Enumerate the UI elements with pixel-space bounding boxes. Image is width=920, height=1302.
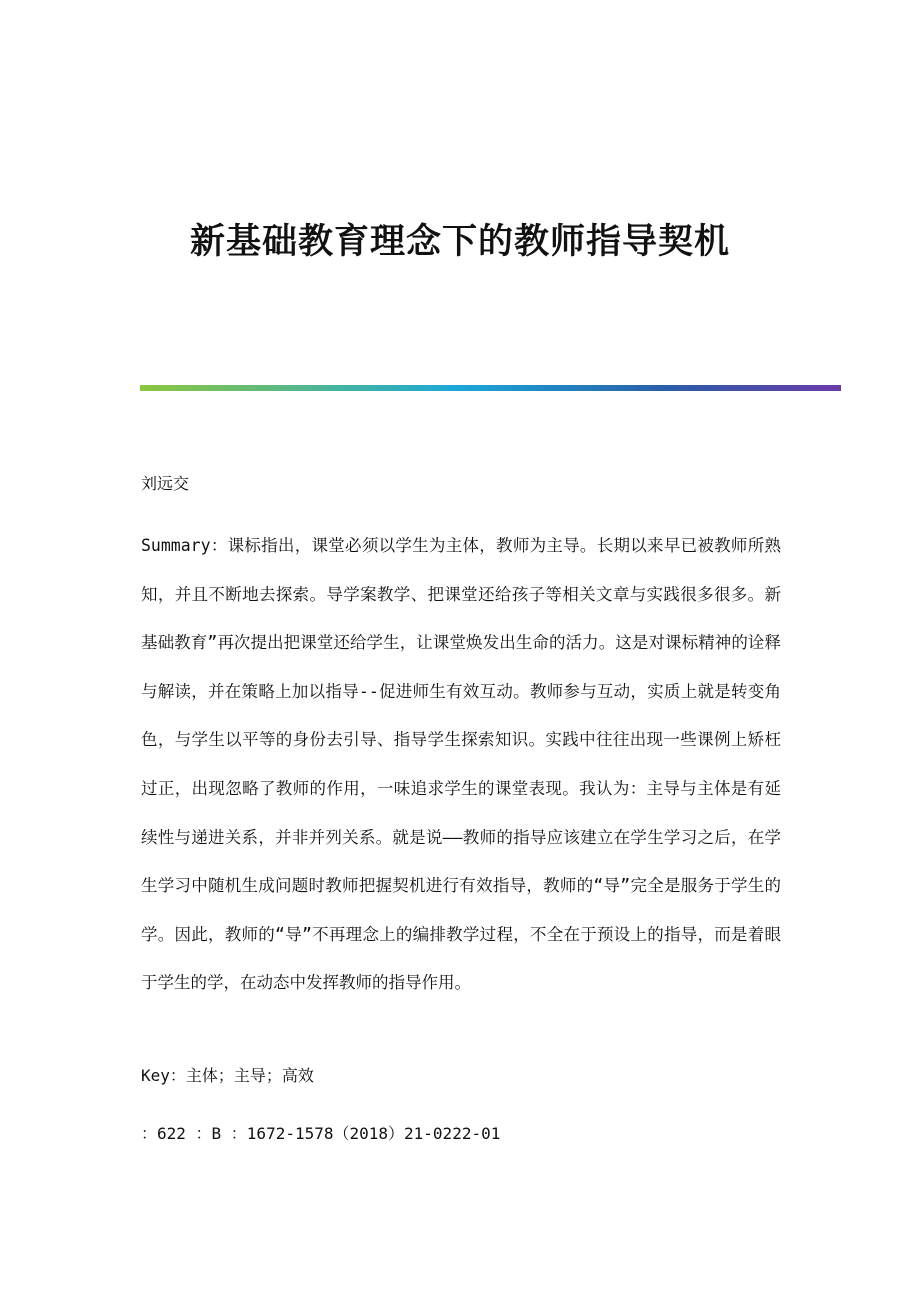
- author-name: 刘远交: [141, 474, 190, 493]
- page-title: 新基础教育理念下的教师指导契机: [189, 221, 730, 262]
- keywords-line: Key：主体；主导；高效: [141, 1066, 314, 1085]
- title-divider: [140, 385, 841, 391]
- classification-line: ：622 ：B ：1672-1578（2018）21-0222-01: [141, 1124, 501, 1143]
- summary-paragraph: Summary：课标指出，课堂必须以学生为主体，教师为主导。长期以来早已被教师所熟知，并且不断地去探索。导学案教学、把课堂还给孩子等相关文章与实践很多很多。新基础教育”再次提出把课堂还给学生，让课堂焕发出生命的活力。这是对课标精神的诠释与解读，并在策略上加以指导--促进师生有效互动。教师参与互动，实质上就是转变角色，与学生以平等的身份去引导、指导学生探索知识。实践中往往出现一些课例上矫枉过正，出现忽略了教师的作用，一味追求学生的课堂表现。我认为：主导与主体是有延续性与递进关系，并非并列关系。就是说——教师的指导应该建立在学生学习之后，在学生学习中随机生成问题时教师把握契机进行有效指导，教师的“导”完全是服务于学生的学。因此，教师的“导”不再理念上的编排教学过程，不全在于预设上的指导，而是着眼于学生的学，在动态中发挥教师的指导作用。: [141, 536, 781, 993]
